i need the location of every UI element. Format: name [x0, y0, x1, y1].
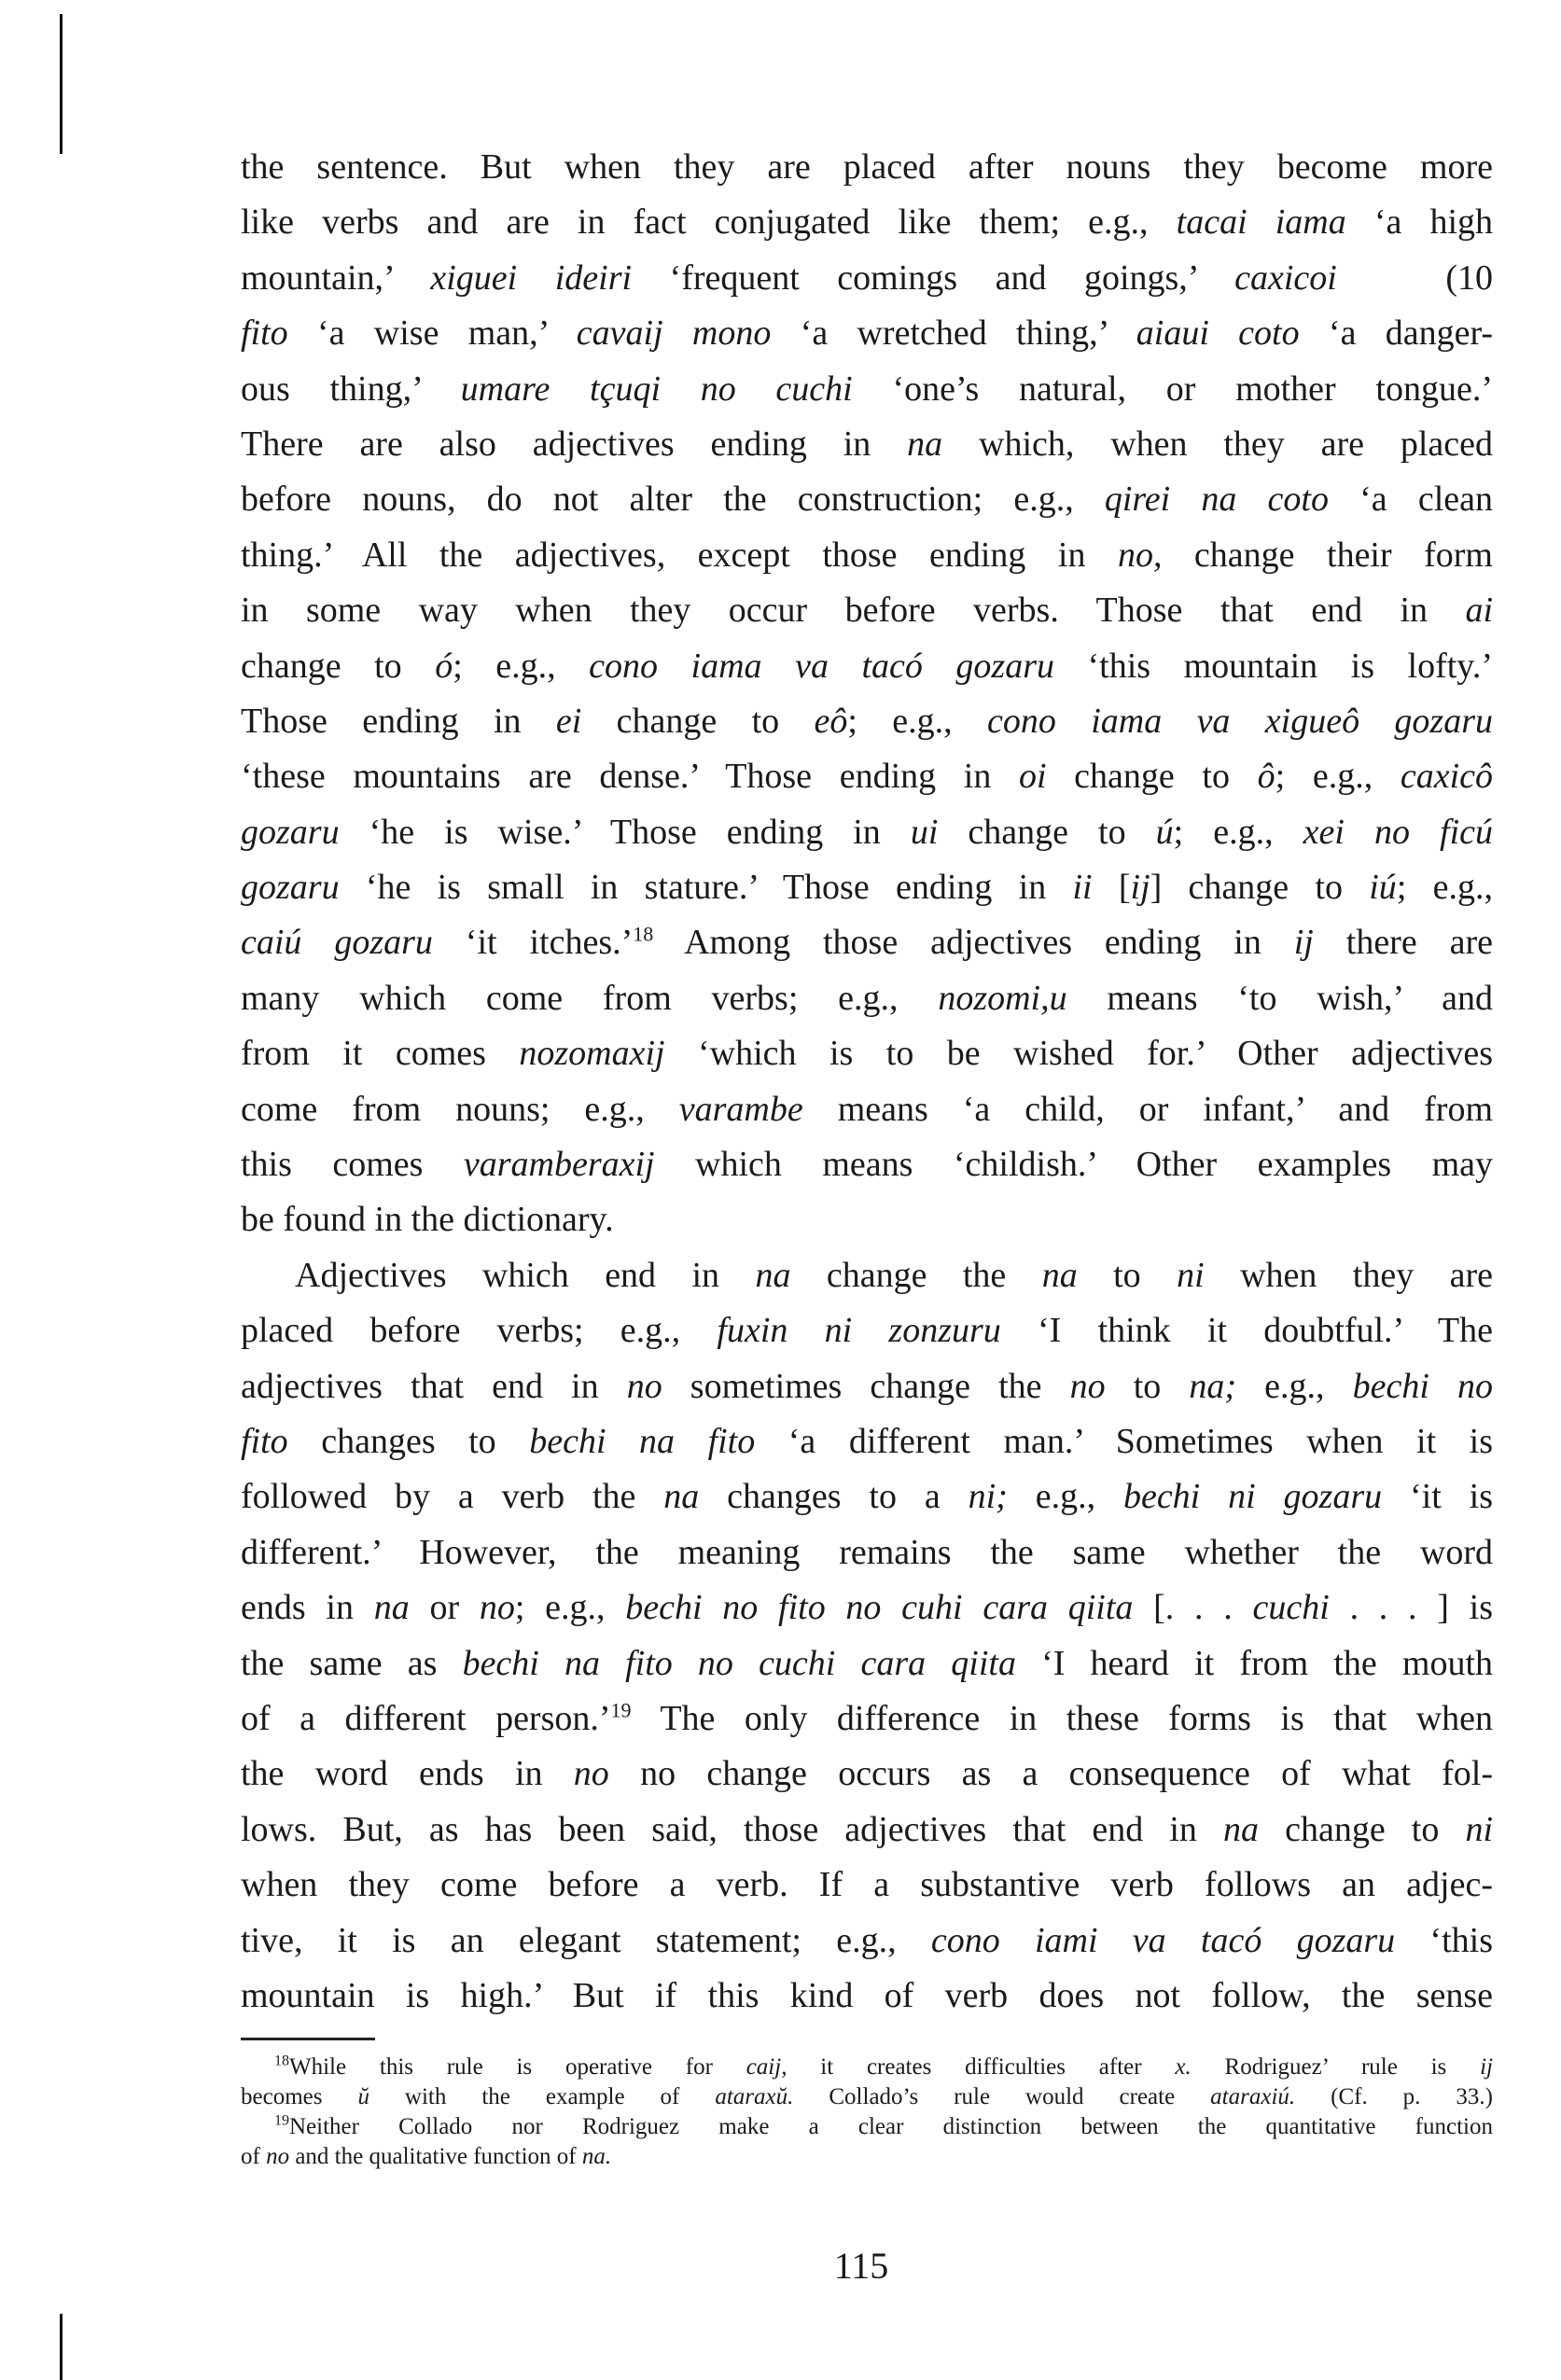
body-line [241, 251, 1493, 306]
italic-term: nozomaxij [519, 1034, 665, 1074]
italic-term: ei [555, 701, 582, 741]
italic-term: ataraxŭ. [715, 2084, 794, 2109]
text-run: ‘frequent comings and goings,’ [632, 257, 1235, 298]
italic-term: xei no ficú [1303, 812, 1493, 852]
body-line [241, 1636, 1493, 1691]
italic-term: ni [1177, 1255, 1205, 1295]
italic-term: na [663, 1477, 700, 1517]
text-run: many which come from verbs; e.g., [241, 978, 939, 1018]
italic-term: aiaui coto [1136, 313, 1300, 354]
text-run: change to [1046, 757, 1258, 797]
italic-term: no [626, 1366, 662, 1406]
italic-term: no [479, 1588, 515, 1628]
body-line [241, 1858, 1493, 1913]
body-line [241, 971, 1493, 1026]
text-run: come from nouns; e.g., [241, 1089, 679, 1129]
body-line [241, 1969, 1493, 2024]
body-line [241, 1802, 1493, 1858]
italic-term: no [266, 2144, 290, 2169]
text-run: change to [938, 812, 1156, 852]
body-line [241, 749, 1493, 804]
text-run: ; e.g., [847, 701, 988, 741]
text-run: from it comes [241, 1034, 520, 1074]
italic-term: tacai iama [1176, 202, 1346, 243]
text-run: or [409, 1588, 480, 1628]
text-run: ‘which is to be wished for.’ Other adjectives [664, 1034, 1493, 1074]
italic-term: ni; [968, 1477, 1008, 1517]
italic-term: eô [814, 701, 848, 741]
text-run: becomes [241, 2084, 358, 2109]
text-run: of a different person.’ [241, 1698, 611, 1738]
footnote-line [241, 2053, 1493, 2082]
body-text [241, 140, 1493, 2024]
italic-term: ŭ [357, 2084, 369, 2109]
italic-term: bechi na fito no cuchi cara qiita [462, 1643, 1016, 1683]
text-run: ‘a wretched thing,’ [771, 313, 1136, 354]
text-run: ‘he is small in stature.’ Those ending in [339, 868, 1073, 908]
body-line [241, 472, 1493, 527]
text-run: ; e.g., [514, 1588, 626, 1628]
text-run: ; e.g., [1275, 757, 1401, 797]
text-run: (Cf. p. 33.) [1295, 2084, 1493, 2109]
text-run: thing.’ All the adjectives, except those ending in [241, 535, 1118, 575]
text-run: Among those adjectives ending in [653, 923, 1294, 963]
footnote-line [241, 2142, 1493, 2172]
text-run: adjectives that end in [241, 1366, 627, 1406]
text-run: ‘he is wise.’ Those ending in [339, 812, 911, 852]
text-run: when they are [1204, 1255, 1493, 1295]
body-line [241, 1248, 1493, 1303]
body-line [241, 694, 1493, 749]
body-line [241, 639, 1493, 694]
text-run: change the [790, 1255, 1042, 1295]
text-run: [ [1092, 868, 1131, 908]
italic-term: gozaru [241, 812, 340, 852]
text-run: ; e.g., [1173, 812, 1303, 852]
text-run: when they come before a verb. If a substantive verb follows an adjec- [241, 1865, 1493, 1905]
text-run: Those ending in [241, 701, 556, 741]
italic-term: caxicô [1400, 757, 1493, 797]
body-line [241, 860, 1493, 915]
italic-term: varamberaxij [463, 1145, 655, 1185]
body-line [241, 140, 1493, 195]
italic-term: no [573, 1754, 609, 1794]
text-run: be found in the dictionary. [241, 1200, 614, 1240]
text-run: and the qualitative function of [289, 2144, 582, 2169]
text-run: of [241, 2144, 267, 2169]
text-run: there are [1313, 923, 1493, 963]
page-number: 115 [833, 2245, 889, 2287]
italic-term: x. [1175, 2054, 1192, 2080]
text-run: followed by a verb the [241, 1477, 664, 1517]
text-run: ‘I think it doubtful.’ The [1000, 1311, 1493, 1351]
italic-term: na [1223, 1809, 1259, 1849]
italic-term: caxicoi [1234, 257, 1337, 298]
text-run: changes to a [699, 1477, 969, 1517]
body-line [241, 1525, 1493, 1580]
italic-term: bechi ni gozaru [1122, 1477, 1383, 1517]
italic-term: na [907, 424, 943, 464]
italic-term: ij [1293, 923, 1314, 963]
body-line [241, 1691, 1493, 1747]
text-run: this comes [241, 1145, 464, 1185]
italic-term: cono iami va tacó gozaru [930, 1920, 1396, 1960]
italic-term: fuxin ni zonzuru [717, 1311, 1001, 1351]
text-run: placed before verbs; e.g., [241, 1311, 718, 1351]
body-line [241, 583, 1493, 638]
footnotes [241, 2053, 1493, 2172]
text-run: which means ‘childish.’ Other examples may [654, 1145, 1493, 1185]
italic-term: ii [1072, 868, 1093, 908]
italic-term: oi [1018, 757, 1047, 797]
text-run: ‘it itches.’ [432, 923, 634, 963]
italic-term: cono iama va tacó gozaru [589, 646, 1054, 686]
body-line [241, 1747, 1493, 1802]
text-run: . . . ] is [1329, 1588, 1493, 1628]
footnote-line [241, 2112, 1493, 2142]
text-run: ‘a high [1345, 202, 1493, 243]
text-run: mountain is high.’ But if this kind of verb does not follow, the sense [241, 1975, 1493, 2015]
text-run: ‘one’s natural, or mother tongue.’ [852, 369, 1493, 409]
text-run: which, when they are placed [942, 424, 1493, 464]
italic-term: bechi no fito no cuhi cara qiita [625, 1588, 1134, 1628]
text-run: ‘a wise man,’ [287, 313, 577, 354]
italic-term: iú [1369, 868, 1397, 908]
text-run: ‘this [1395, 1920, 1493, 1960]
text-run: ends in [241, 1588, 374, 1628]
text-run: in some way when they occur before verbs. Those that end in [241, 591, 1466, 631]
italic-term: cuchi [1252, 1588, 1330, 1628]
text-run: no change occurs as a consequence of what fol- [608, 1754, 1493, 1794]
text-run: [. . . [1133, 1588, 1253, 1628]
italic-term: ataraxiú. [1210, 2084, 1296, 2109]
text-run: ‘a different man.’ Sometimes when it is [755, 1421, 1493, 1461]
text-run: Neither Collado nor Rodriguez make a clear distinction between the quantitative function [289, 2114, 1493, 2139]
italic-term: fito [241, 313, 288, 354]
italic-term: xiguei ideiri [430, 257, 633, 298]
italic-term: na [373, 1588, 410, 1628]
text-run: like verbs and are in fact conjugated like them; e.g., [241, 202, 1177, 243]
text-run: ‘this mountain is lofty.’ [1054, 646, 1493, 686]
italic-term: fito [241, 1421, 288, 1461]
text-run: ‘I heard it from the mouth [1015, 1643, 1493, 1683]
body-line [241, 1082, 1493, 1137]
italic-term: ú [1155, 812, 1174, 852]
italic-term: na [755, 1255, 791, 1295]
italic-term: ij [1130, 868, 1150, 908]
text-run: ‘a clean [1328, 480, 1493, 520]
text-run: lows. But, as has been said, those adjectives that end in [241, 1809, 1223, 1849]
footnote-ref: 19 [610, 1698, 632, 1722]
text-run: The only difference in these forms is that when [631, 1698, 1493, 1738]
body-line [241, 805, 1493, 860]
text-run: mountain,’ [241, 257, 431, 298]
text-run: ‘a danger- [1299, 313, 1493, 354]
footnote-rule [241, 2038, 375, 2040]
body-line [241, 1580, 1493, 1635]
body-line [241, 306, 1493, 361]
text-run: There are also adjectives ending in [241, 424, 908, 464]
italic-term: caij, [746, 2054, 787, 2080]
text-run: different.’ However, the meaning remains the same whether the word [241, 1532, 1493, 1572]
text-run: means ‘to wish,’ and [1066, 978, 1493, 1018]
text-run: sometimes change the [662, 1366, 1070, 1406]
text-run: ; e.g., [453, 646, 590, 686]
body-line [241, 1026, 1493, 1081]
italic-term: na; [1189, 1366, 1237, 1406]
body-line [241, 1414, 1493, 1469]
body-line [241, 362, 1493, 417]
text-run: before nouns, do not alter the construction; e.g., [241, 480, 1105, 520]
text-run: the word ends in [241, 1754, 574, 1794]
italic-term: varambe [678, 1089, 803, 1129]
text-run: changes to [287, 1421, 530, 1461]
italic-term: bechi no [1352, 1366, 1493, 1406]
footnote-ref: 19 [274, 2112, 289, 2129]
text-run: Rodriguez’ rule is [1191, 2054, 1481, 2080]
text-run: e.g., [1236, 1366, 1353, 1406]
text-run: to [1105, 1366, 1190, 1406]
text-run: the sentence. But when they are placed after nouns they become more [241, 147, 1493, 187]
italic-term: cono iama va xigueô gozaru [987, 701, 1493, 741]
text-run: (10 [1336, 257, 1493, 298]
text-run: change to [581, 701, 815, 741]
text-run: e.g., [1007, 1477, 1123, 1517]
italic-term: caiú gozaru [241, 923, 433, 963]
body-line [241, 1303, 1493, 1358]
italic-term: nozomi,u [938, 978, 1067, 1018]
italic-term: no [1069, 1366, 1106, 1406]
italic-term: bechi na fito [529, 1421, 756, 1461]
body-line [241, 1192, 1493, 1247]
italic-term: no, [1117, 535, 1163, 575]
italic-term: na [1041, 1255, 1078, 1295]
body-line [241, 915, 1493, 970]
text-run: ] change to [1150, 868, 1370, 908]
italic-term: na. [581, 2144, 612, 2169]
text-run: Adjectives which end in [295, 1255, 756, 1295]
body-line [241, 528, 1493, 583]
italic-term: qirei na coto [1104, 480, 1329, 520]
text-run: change their form [1162, 535, 1493, 575]
italic-term: ai [1465, 591, 1493, 631]
body-line [241, 1914, 1493, 1969]
footnote-line [241, 2082, 1493, 2112]
italic-term: gozaru [241, 868, 340, 908]
text-run: tive, it is an elegant statement; e.g., [241, 1920, 931, 1960]
text-run: it creates difficulties after [787, 2054, 1176, 2080]
italic-term: ô [1257, 757, 1275, 797]
scan-edge-bottom [60, 2314, 63, 2380]
body-line [241, 1469, 1493, 1524]
body-line [241, 417, 1493, 472]
italic-term: ij [1480, 2054, 1493, 2080]
scan-edge-top [60, 14, 63, 154]
text-run: with the example of [369, 2084, 716, 2109]
text-run: Collado’s rule would create [793, 2084, 1211, 2109]
italic-term: ó [435, 646, 453, 686]
text-run: ous thing,’ [241, 369, 461, 409]
italic-term: ui [910, 812, 939, 852]
italic-term: cavaij mono [576, 313, 772, 354]
text-run: means ‘a child, or infant,’ and from [802, 1089, 1493, 1129]
text-run: ‘it is [1382, 1477, 1493, 1517]
italic-term: umare tçuqi no cuchi [460, 369, 853, 409]
text-run: to [1077, 1255, 1178, 1295]
text-run: change to [1259, 1809, 1466, 1849]
text-run: ‘these mountains are dense.’ Those ending in [241, 757, 1019, 797]
text-run: While this rule is operative for [289, 2054, 746, 2080]
text-run: ; e.g., [1396, 868, 1493, 908]
footnote-ref: 18 [274, 2053, 289, 2069]
italic-term: ni [1465, 1809, 1493, 1849]
footnote-ref: 18 [633, 922, 654, 946]
body-line [241, 195, 1493, 250]
body-line [241, 1359, 1493, 1414]
body-line [241, 1137, 1493, 1192]
text-run: change to [241, 646, 436, 686]
text-run: the same as [241, 1643, 463, 1683]
